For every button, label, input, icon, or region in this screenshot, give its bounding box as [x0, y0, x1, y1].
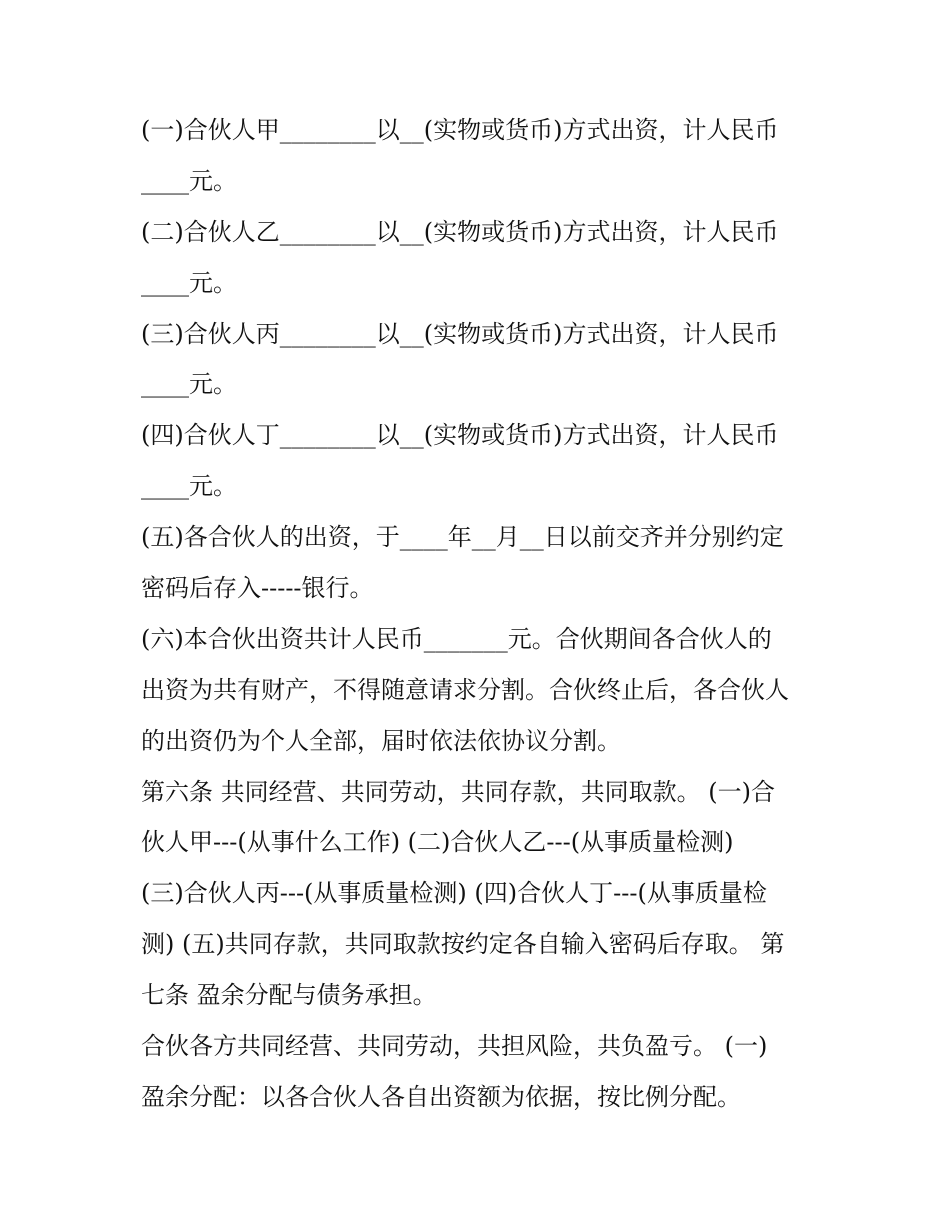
text-line: 合伙各方共同经营、共同劳动，共担风险，共负盈亏。 (一) [141, 1032, 768, 1061]
text-line: (三)合伙人丙---(从事质量检测) (四)合伙人丁---(从事质量检 [141, 879, 767, 908]
text-line: 第六条 共同经营、共同劳动，共同存款，共同取款。 (一)合 [141, 777, 775, 806]
text-line: ____元。 [141, 472, 237, 501]
text-line: (二)合伙人乙________以__(实物或货币)方式出资，计人民币 [141, 217, 779, 246]
text-line: (四)合伙人丁________以__(实物或货币)方式出资，计人民币 [141, 421, 779, 450]
text-line: 伙人甲---(从事什么工作) (二)合伙人乙---(从事质量检测) [141, 828, 734, 857]
text-line: 出资为共有财产，不得随意请求分割。合伙终止后，各合伙人 [141, 675, 789, 704]
text-line: ____元。 [141, 370, 237, 399]
document-body [141, 108, 821, 1126]
text-line: 的出资仍为个人全部，届时依法依协议分割。 [141, 726, 621, 755]
text-line: (六)本合伙出资共计人民币_______元。合伙期间各合伙人的 [141, 624, 772, 653]
text-line: 七条 盈余分配与债务承担。 [141, 981, 437, 1010]
text-line: (三)合伙人丙________以__(实物或货币)方式出资，计人民币 [141, 319, 779, 348]
text-line: 密码后存入-----银行。 [141, 574, 374, 603]
text-line: (一)合伙人甲________以__(实物或货币)方式出资，计人民币 [141, 116, 779, 144]
text-line: (五)各合伙人的出资，于____年__月__日以前交齐并分别约定 [141, 523, 784, 552]
text-line: ____元。 [141, 166, 237, 195]
text-line: 测) (五)共同存款，共同取款按约定各自输入密码后存取。 第 [141, 930, 785, 959]
text-line: ____元。 [141, 268, 237, 297]
text-line: 盈余分配：以各合伙人各自出资额为依据，按比例分配。 [141, 1082, 741, 1111]
